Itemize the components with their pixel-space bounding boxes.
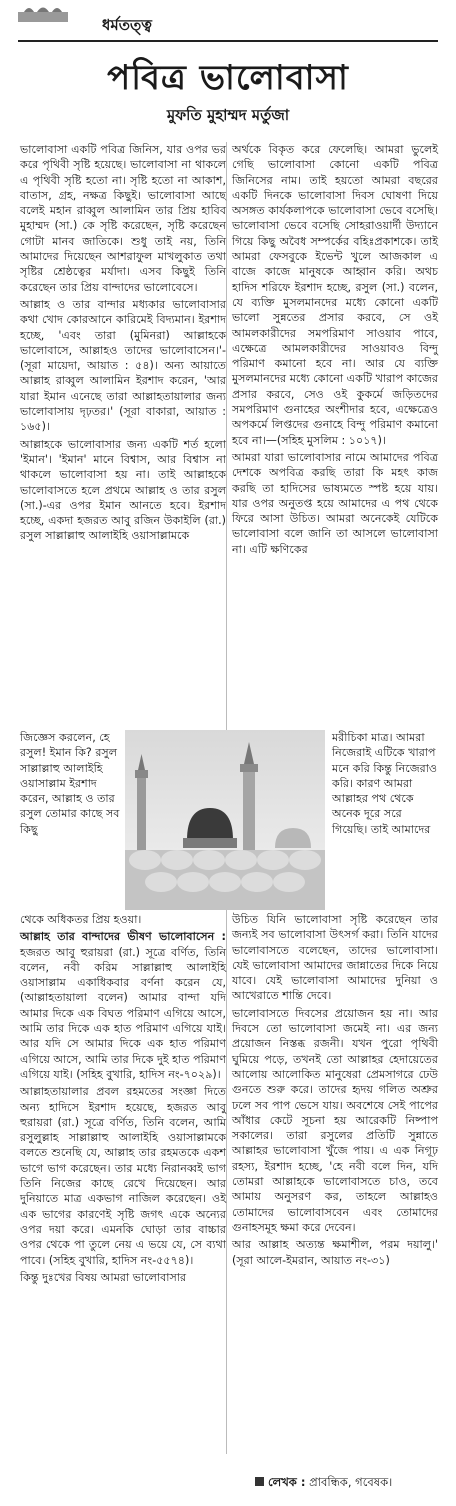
right-column: [232, 142, 438, 559]
author-note-label: লেখক :: [268, 1475, 306, 1489]
author-note-text: প্রাবন্ধিক, গবেষক।: [309, 1475, 393, 1489]
wrap-text-right: মরীচিকা মাত্র। আমরা নিজেরাই এটিকে খারাপ মনে করি কিন্তু নিজেরাও করি। কারণ আমরা আল্লাহর পথ থেকে অনেক দূরে সরে গিয়েছি। তাই আমাদের: [332, 731, 438, 836]
paragraph: উচিত যিনি ভালোবাসা সৃষ্টি করেছেন তার জন্যই সব ভালোবাসা উৎসর্গ করা। তিনি যাদের ভালোবাসতে বলেছেন, তাদের ভালোবাসা। যেই ভালোবাসা আমাদের জান্নাতের দিকে নিয়ে যাবে। যেই ভালোবাসা আমাদের দুনিয়া ও আখেরাতে শান্তি দেবে।: [232, 913, 438, 1003]
subheading: আল্লাহ তার বান্দাদের ভীষণ ভালোবাসেন :: [20, 930, 226, 944]
right-column-lower: [232, 912, 438, 1270]
paragraph: থেকে অধিকতর প্রিয় হওয়া।: [20, 913, 142, 926]
mosque-logo-icon: [18, 4, 68, 22]
paragraph: অর্থকে বিকৃত করে ফেলেছি। আমরা ভুলেই গেছি ভালোবাসা কোনো একটি পবিত্র জিনিসের নাম। তাই হয়তো আমরা বছরের একটি দিনকে ভালোবাসা দিবস ঘোষণা দিয়ে অসঙ্গত কার্যকলাপকে ভালোবাসা ভেবে বসেছি। ভালোবাসা ভেবে বসেছি সোহরাওয়ার্দী উদ্যানে গিয়ে কিছু অবৈধ সম্পর্কের বহিঃপ্রকাশকে। তাই আমরা ফেসবুকে ইভেন্ট খুলে আজকাল এ বাজে কাজে মানুষকে আহ্বান করি। অথচ হাদিস শরিফে ইরশাদ হচ্ছে, রসুল (সা.) বলেন, যে ব্যক্তি মুসলমানদের মধ্যে কোনো একটি ভালো সুন্নতের প্রসার করবে, সে ওই আমলকারীদের সমপরিমাণ সাওয়াব পাবে, এক্ষেত্রে আমলকারীদের সাওয়াবও বিন্দু পরিমাণ কমানো হবে না। আর যে ব্যক্তি মুসলমানদের মধ্যে কোনো একটি খারাপ কাজের প্রসার করবে, সেও ওই কুকর্মে জড়িতদের সমপরিমাণ গুনাহের অংশীদার হবে, এক্ষেত্রেও অপকর্মে লিপ্তদের গুনাহে বিন্দু পরিমাণ কমানো হবে না।—(সহিহ মুসলিম : ১০১৭)।: [232, 143, 438, 447]
wrap-text-left: জিজ্ঞেস করলেন, হে রসুল! ইমান কি? রসুল সাল্লাল্লাহু আলাইহি ওয়াসাল্লাম ইরশাদ করেন, আল্লাহ ও তার রসুল তোমার কাছে সব কিছু: [20, 731, 120, 836]
paragraph: আল্লাহ ও তার বান্দার মধ্যকার ভালোবাসার কথা খোদ কোরআনে কারিমেই বিদ্যমান। ইরশাদ হচ্ছে, 'এবং তারা (মুমিনরা) আল্লাহকে ভালোবাসে, আল্লাহও তাদের ভালোবাসেন।'-(সূরা মায়েদা, আয়াত : ৫৪)। অন্য আয়াতে আল্লাহ রাব্বুল আলামিন ইরশাদ করেন, 'আর যারা ইমান এনেছে তারা আল্লাহতায়ালার জন্য ভালোবাসায় দৃঢ়তর।' (সূরা বাকারা, আয়াত : ১৬৫)।: [20, 297, 226, 434]
square-bullet-icon: [255, 1477, 264, 1486]
paragraph: আল্লাহকে ভালোবাসার জন্য একটি শর্ত হলো 'ইমান'। 'ইমান' মানে বিশ্বাস, আর বিশ্বাস না থাকলে ভালোবাসা হয় না। তাই আল্লাহকে ভালোবাসতে হলে প্রথমে আল্লাহ ও তার রসুল (সা.)-এর ওপর ইমান আনতে হবে। ইরশাদ হচ্ছে, একদা হজরত আবু রজিন উকাইলি (রা.) রসুল সাল্লাল্লাহু আলাইহি ওয়াসাল্লামকে: [20, 437, 226, 543]
paragraph: আল্লাহতায়ালার প্রবল রহমতের সংজ্ঞা দিতে অন্য হাদিসে ইরশাদ হয়েছে, হজরত আবু হুরায়রা (রা.) সূত্রে বর্ণিত, তিনি বলেন, আমি রসুলুল্লাহ সাল্লাল্লাহু আলাইহি ওয়াসাল্লামকে বলতে শুনেছি যে, আল্লাহ তার রহমতকে একশ ভাগে ভাগ করেছেন। তার মধ্যে নিরানব্বই ভাগ তিনি নিজের কাছে রেখে দিয়েছেন। আর দুনিয়াতে মাত্র একভাগ নাজিল করেছেন। ওই এক ভাগের কারণেই সৃষ্টি জগৎ একে অন্যের ওপর দয়া করে। এমনকি ঘোড়া তার বাচ্চার ওপর থেকে পা তুলে নেয় এ ভয়ে যে, সে ব্যথা পাবে। (সহিহ বুখারি, হাদিস নং-৫৫৭৪)।: [20, 1085, 226, 1267]
paragraph-text: হজরত আবু হুরায়রা (রা.) সূত্রে বর্ণিত, তিনি বলেন, নবী করিম সাল্লাল্লাহু আলাইহি ওয়াসাল্লাম একাধিকবার বর্ণনা করেন যে, (আল্লাহতায়ালা বলেন) আমার বান্দা যদি আমার দিকে এক বিঘত পরিমাণ এগিয়ে আসে, আমি তার দিকে এক হাত পরিমাণ এগিয়ে যাই। আর যদি সে আমার দিকে এক হাত পরিমাণ এগিয়ে আসে, আমি তার দিকে দুই হাত পরিমাণ এগিয়ে যাই। (সহিহ বুখারি, হাদিস নং-৭০২৯)।: [20, 945, 226, 1081]
paragraph: আর আল্লাহ অত্যন্ত ক্ষমাশীল, পরম দয়ালু।' (সূরা আলে-ইমরান, আয়াত নং-৩১): [232, 1238, 438, 1267]
paragraph: কিন্তু দুঃখের বিষয় আমরা ভালোবাসার: [20, 1270, 187, 1284]
paragraph: আমরা যারা ভালোবাসার নামে আমাদের পবিত্র দেশকে অপবিত্র করছি তারা কি মহৎ কাজ করছি তা হাদিসের ভাষ্যমতে স্পষ্ট হয়ে যায়। যার ওপর অনুতপ্ত হয়ে আমাদের এ পথ থেকে ফিরে আসা উচিত। আমরা অনেকেই যেটিকে ভালোবাসা বলে জানি তা আসলে ভালোবাসা না। এটি ক্ষণিকের: [232, 450, 438, 556]
paragraph: ভালোবাসা একটি পবিত্র জিনিস, যার ওপর ভর করে পৃথিবী সৃষ্টি হয়েছে। ভালোবাসা না থাকলে এ পৃথিবী সৃষ্টি হতো না। সৃষ্টি হতো না আকাশ, বাতাস, গ্রহ, নক্ষত্র কিছুই। ভালোবাসা আছে বলেই মহান রাব্বুল আলামিন তার প্রিয় হাবিব মুহাম্মদ (সা.) কে সৃষ্টি করেছেন, সৃষ্টি করেছেন গোটা মানব জাতিকে। শুধু তাই নয়, তিনি আমাদের দিয়েছেন আশরাফুল মাখলুকাত তথা সৃষ্টির শ্রেষ্ঠত্বের মর্যাদা। এসব কিছুই তিনি করেছেন তার প্রিয় বান্দাদের ভালোবেসে।: [20, 143, 226, 294]
left-column-lower: [20, 912, 226, 1287]
author-note: [255, 1474, 445, 1493]
header-divider: [18, 40, 438, 42]
article-author: মুফতি মুহাম্মদ মর্তুজা: [166, 106, 290, 124]
section-label: ধর্মতত্ত্ব: [102, 16, 152, 34]
mosque-photo: [125, 730, 325, 910]
paragraph: ভালোবাসতে দিবসের প্রয়োজন হয় না। আর দিবসে তো ভালোবাসা জমেই না। এর জন্য প্রয়োজন নিস্তব্ধ রজনী। যখন পুরো পৃথিবী ঘুমিয়ে পড়ে, তখনই তো আল্লাহর হেদায়েতের আলোয় আলোকিত মানুষেরা প্রেমসাগরে ঢেউ গুনতে শুরু করে। তাদের হৃদয় গলিত অশ্রুর ঢলে সব পাপ ভেসে যায়। অবশেষে সেই পাপের আঁধার কেটে সূচনা হয় আরেকটি নিষ্পাপ সকালের। তারা রসুলের প্রতিটি সুন্নাতে আল্লাহর ভালোবাসা খুঁজে পায়। এ এক নিগূঢ় রহস্য, ইরশাদ হচ্ছে, 'হে নবী বলে দিন, যদি তোমরা আল্লাহকে ভালোবাসতে চাও, তবে আমায় অনুসরণ কর, তাহলে আল্লাহও তোমাদের ভালোবাসবেন এবং তোমাদের গুনাহসমূহ ক্ষমা করে দেবেন।: [232, 1006, 438, 1234]
section-header: [0, 0, 456, 44]
article-title: পবিত্র ভালোবাসা: [107, 58, 349, 98]
paragraph: [20, 929, 226, 1082]
left-column: [20, 142, 226, 546]
